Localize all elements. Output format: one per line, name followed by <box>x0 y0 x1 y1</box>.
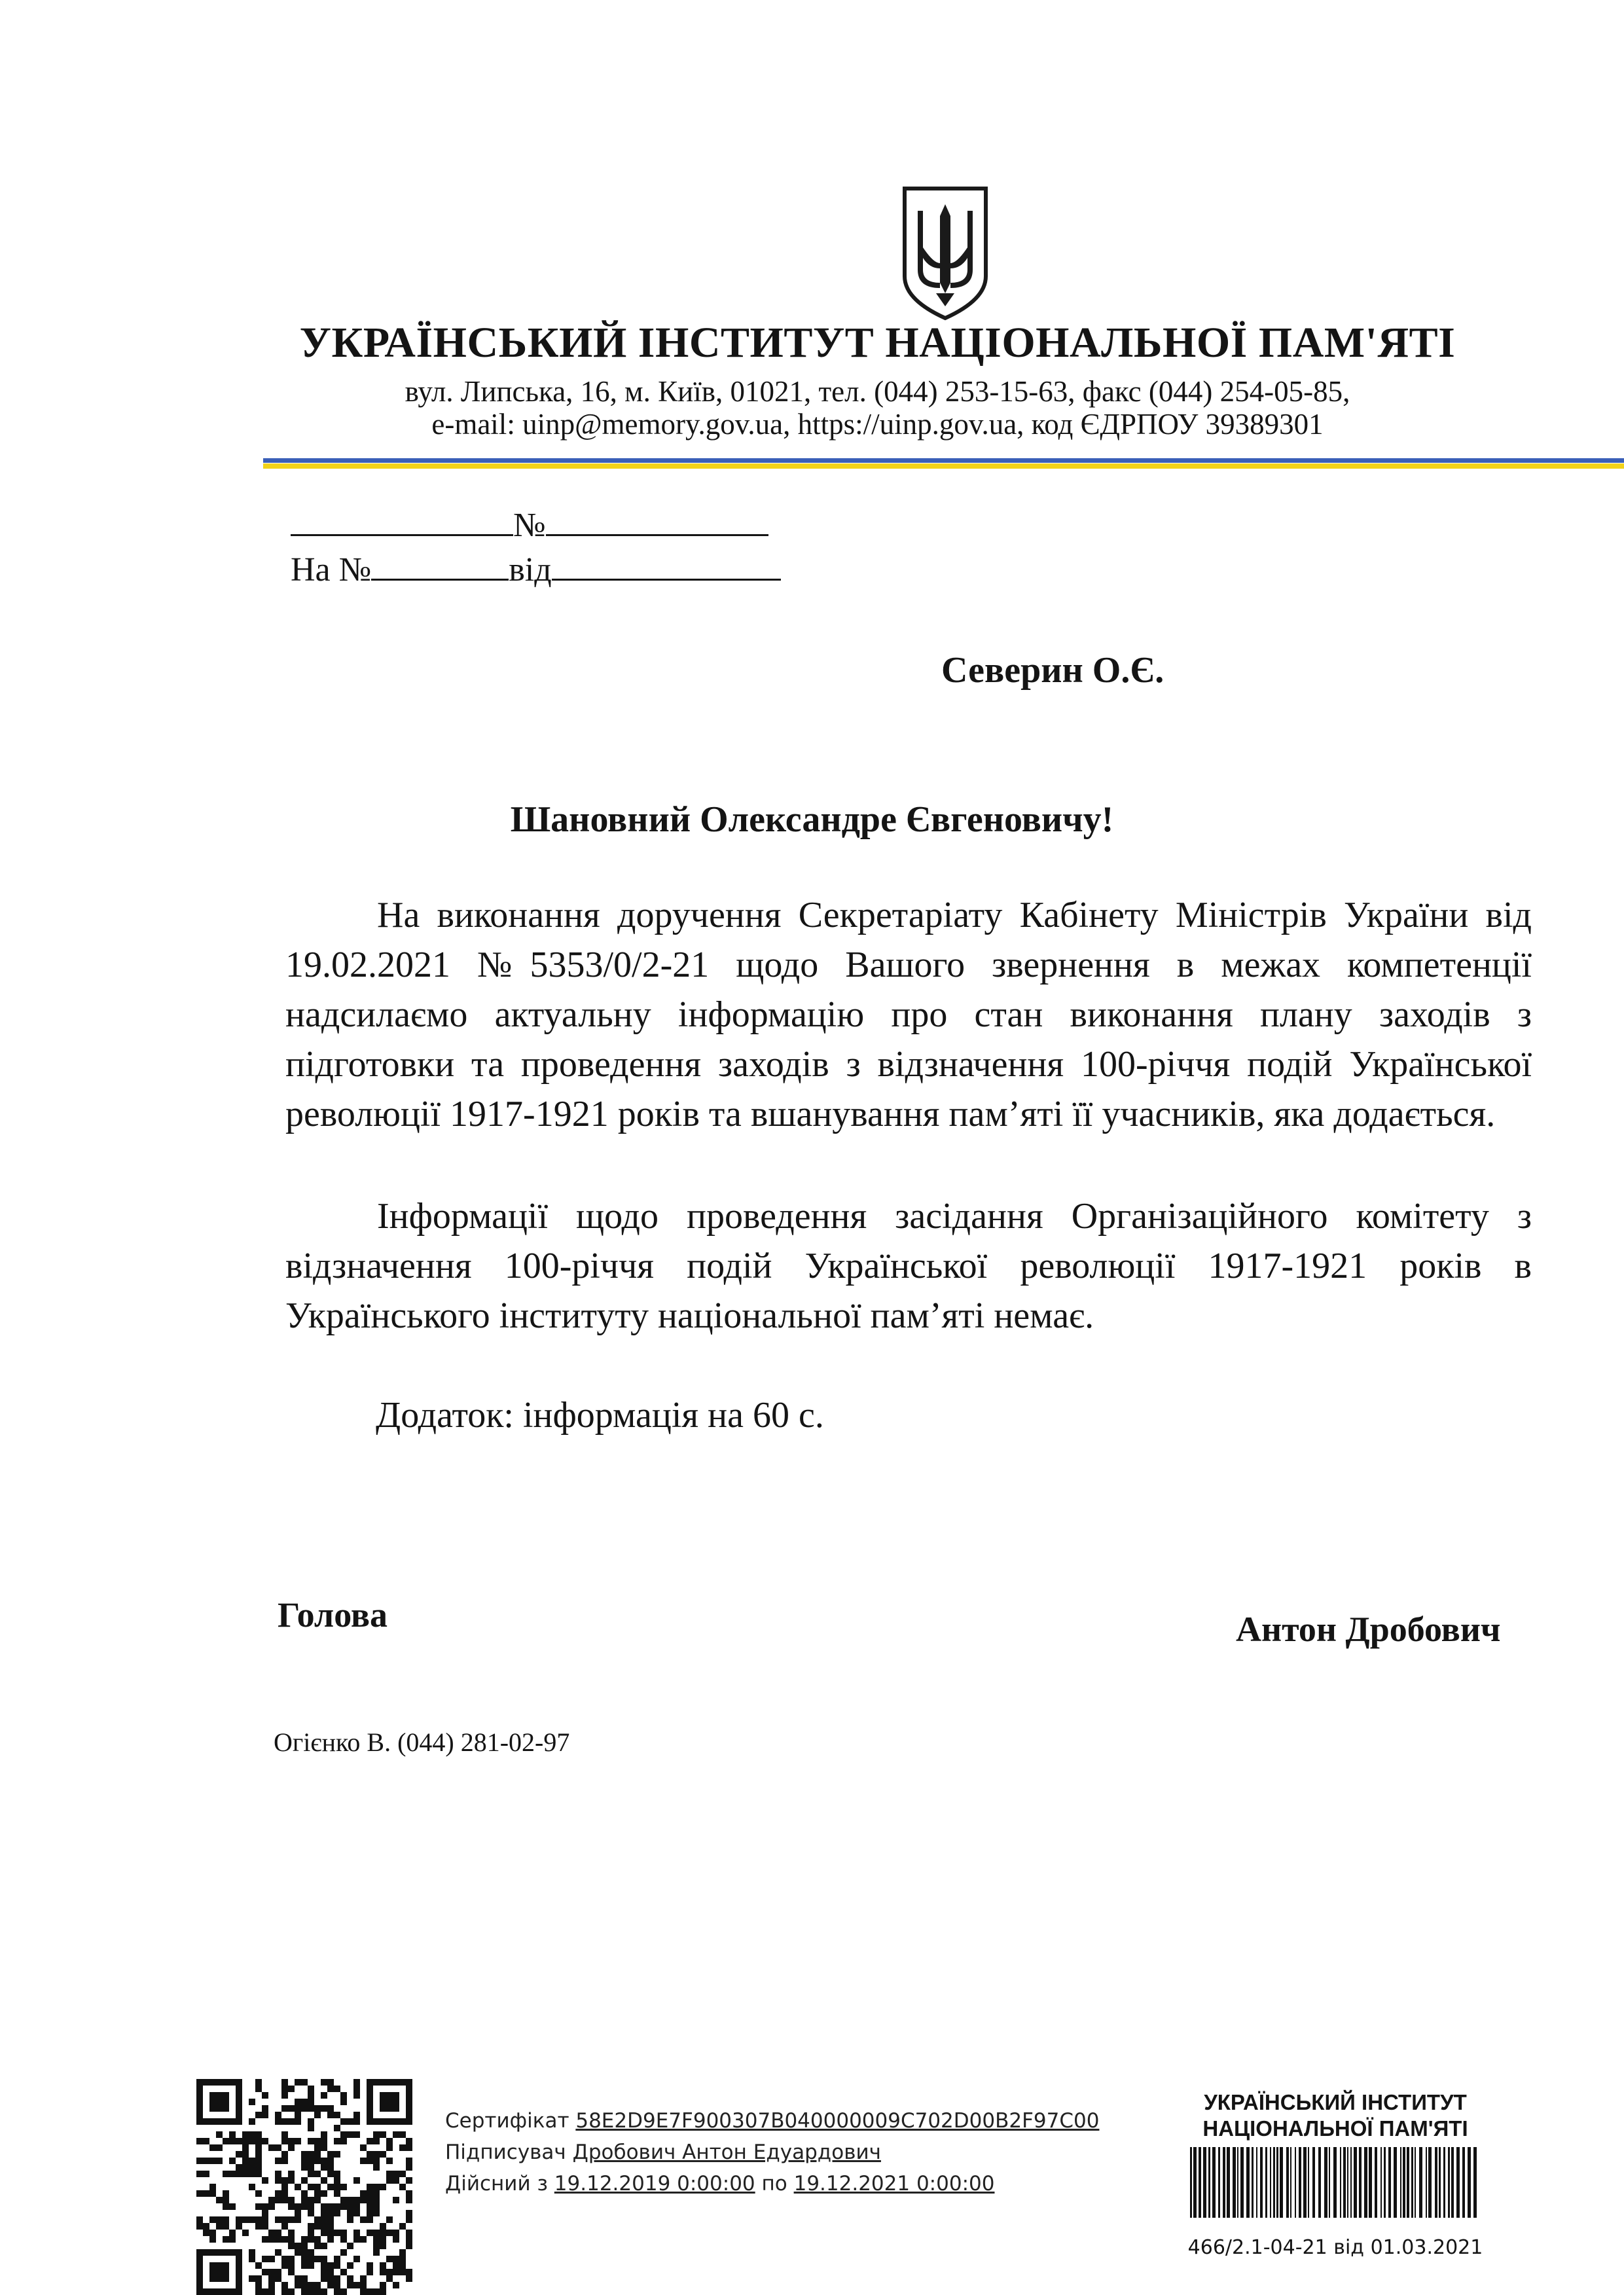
number-sign: № <box>513 507 546 544</box>
certificate-row <box>445 2105 1099 2137</box>
signer-position: Голова <box>278 1595 388 1635</box>
salutation: Шановний Олександре Євгеновичу! <box>510 799 1114 840</box>
valid-to-label: по <box>761 2172 787 2196</box>
signer-value: Дробович Антон Едуардович <box>572 2141 881 2164</box>
valid-to-value: 19.12.2021 0:00:00 <box>793 2172 995 2196</box>
reply-prefix: На № <box>291 551 372 588</box>
signer-label: Підписувач <box>445 2141 566 2164</box>
from-label: від <box>509 551 552 588</box>
e-signature-info <box>445 2105 1099 2199</box>
organization-name: УКРАЇНСЬКИЙ ІНСТИТУТ НАЦІОНАЛЬНОЇ ПАМ'ЯТІ <box>299 319 1456 367</box>
signer-name: Антон Дробович <box>1236 1610 1501 1649</box>
appendix-note: Додаток: інформація на 60 с. <box>376 1395 824 1436</box>
stamp-organization <box>1165 2089 1506 2142</box>
qr-code-icon <box>196 2079 412 2295</box>
barcode-icon <box>1190 2147 1478 2218</box>
body-paragraph-2: Інформації щодо проведення засідання Організаційного комітету з відзначення 100-річчя подій Української революції 1917-1921 років в Українського інституту національної пам’яті немає. <box>285 1196 1532 1336</box>
stamp-org-line-2: НАЦІОНАЛЬНОЇ ПАМ'ЯТІ <box>1202 2116 1468 2141</box>
body-paragraph-1: На виконання доручення Секретаріату Кабінету Міністрів України від 19.02.2021 №5353/0/2-21 щодо Вашого звернення в межах компетенції надсилаємо актуальну інформацію про стан виконання плану заходів з підготовки та проведення заходів з відзначення 100-річчя подій Української революції 1917-1921 років та вшанування пам’яті її учасників, яка додається. <box>285 895 1532 1134</box>
header-stripe-blue <box>263 458 1624 463</box>
addressee: Северин О.Є. <box>941 650 1164 691</box>
incoming-number-line <box>371 550 509 581</box>
header-stripe-yellow <box>263 463 1624 469</box>
validity-row <box>445 2168 1099 2199</box>
incoming-date-line <box>552 550 781 581</box>
incoming-registration <box>291 550 781 589</box>
outgoing-date-line <box>291 505 513 536</box>
organization-address: вул. Липська, 16, м. Київ, 01021, тел. (044) 253-15-63, факс (044) 254-05-85, <box>405 375 1350 408</box>
organization-contacts: e-mail: uinp@memory.gov.ua, https://uinp.gov.ua, код ЄДРПОУ 39389301 <box>431 408 1324 441</box>
outgoing-registration <box>291 505 768 545</box>
stamp-org-line-1: УКРАЇНСЬКИЙ ІНСТИТУТ <box>1204 2090 1467 2114</box>
signer-row <box>445 2137 1099 2168</box>
certificate-value: 58E2D9E7F900307B040000009C702D00B2F97C00 <box>575 2109 1100 2133</box>
executor-contact: Огієнко В. (044) 281-02-97 <box>274 1727 570 1757</box>
registration-number: 466/2.1-04-21 від 01.03.2021 <box>1187 2236 1483 2259</box>
certificate-label: Сертифікат <box>445 2109 569 2133</box>
valid-from-value: 19.12.2019 0:00:00 <box>554 2172 755 2196</box>
trident-icon <box>899 185 991 321</box>
valid-from-label: Дійсний з <box>445 2172 548 2196</box>
outgoing-number-line <box>546 505 768 536</box>
